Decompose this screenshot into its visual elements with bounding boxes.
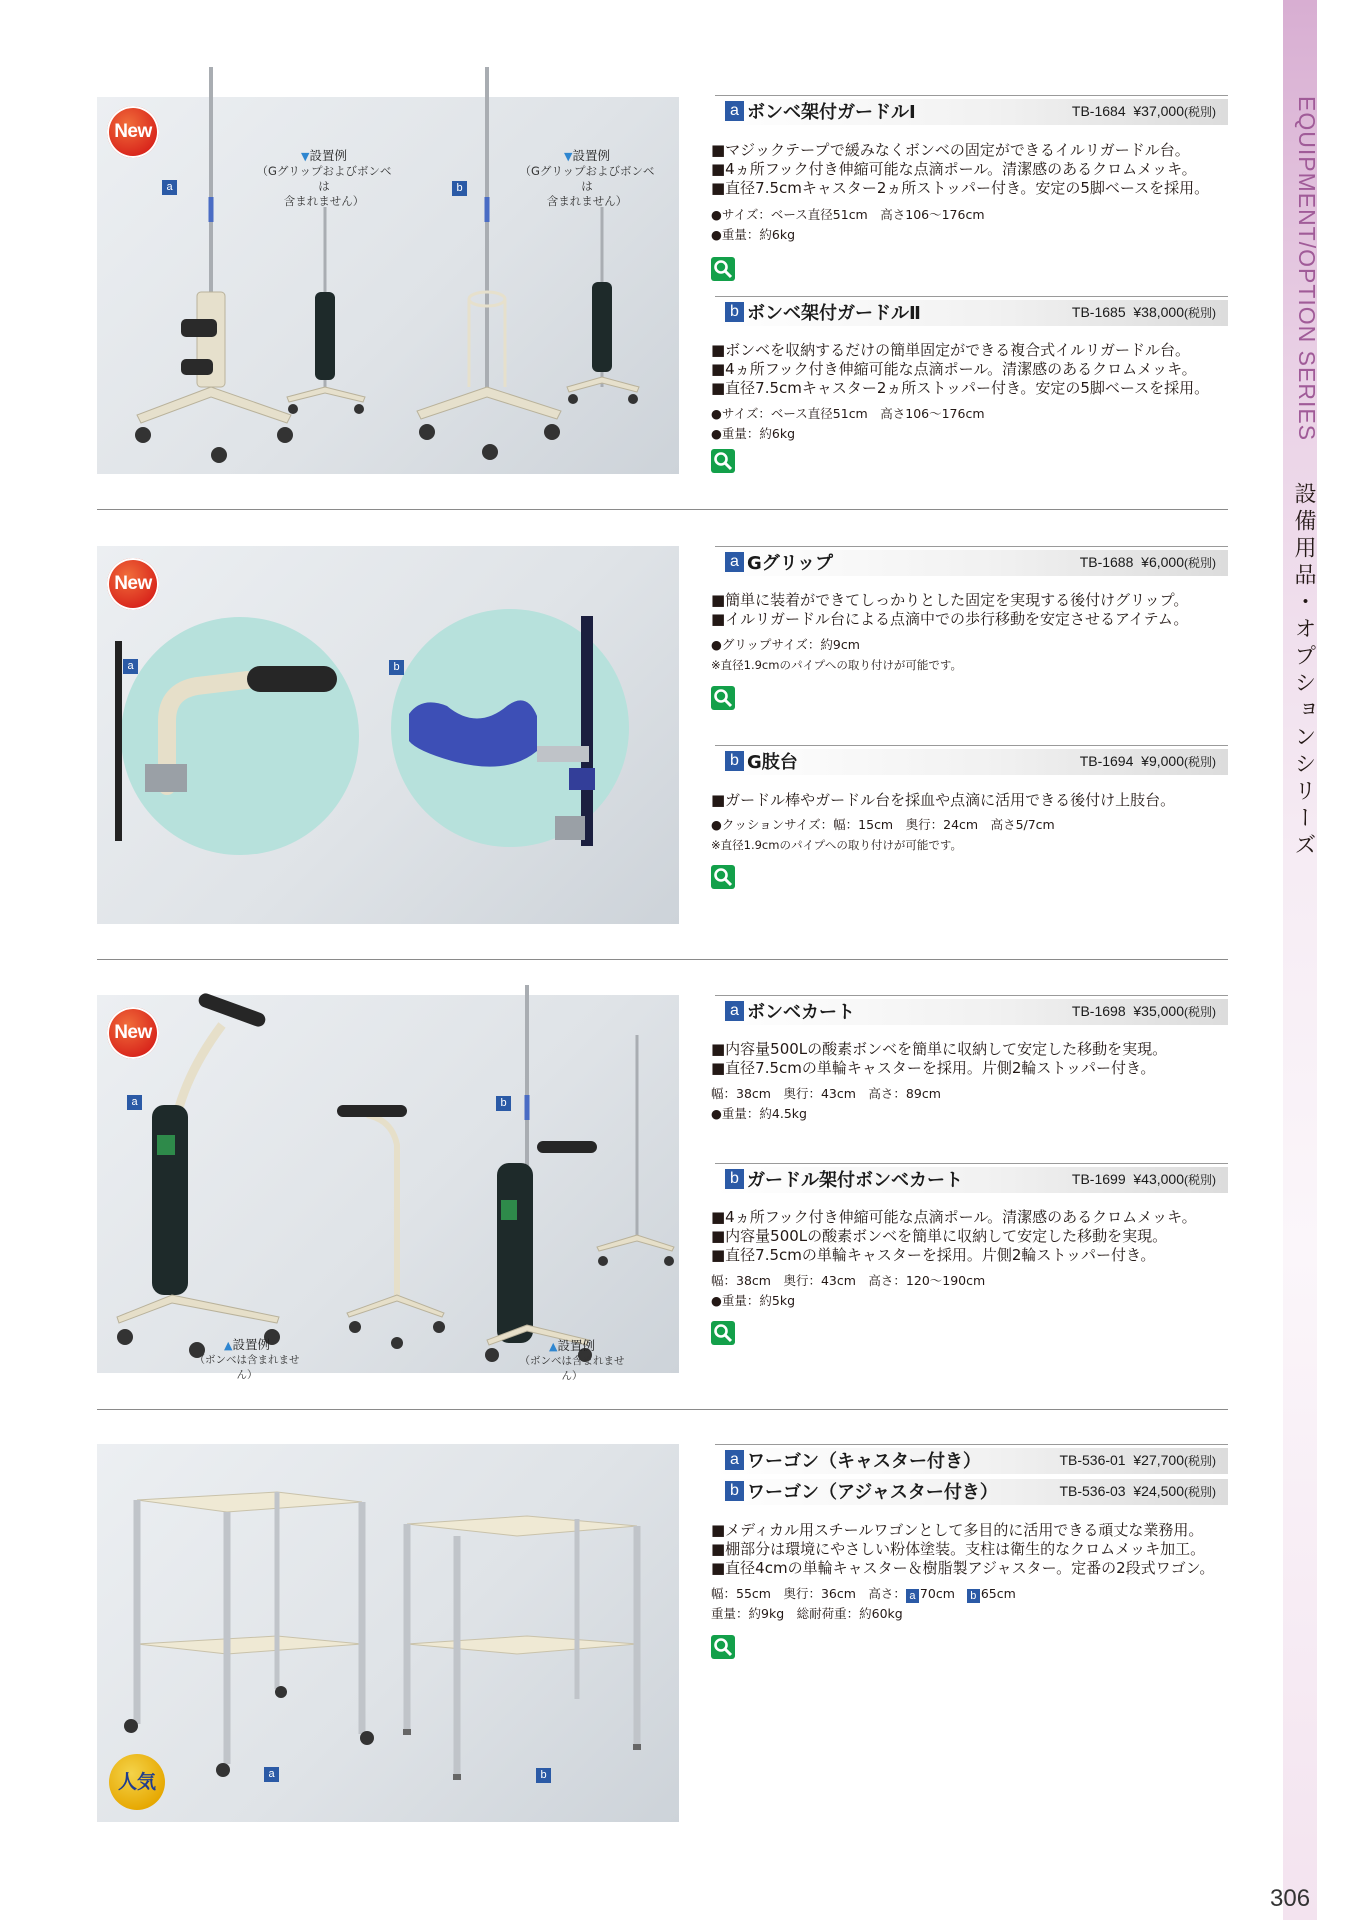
product-header-tb1694: b G肢台 TB-1694 ¥9,000(税別) (715, 745, 1228, 775)
search-magnifier-icon[interactable] (711, 449, 735, 473)
label-a: a (127, 1095, 142, 1110)
product-name: ワーゴン（アジャスター付き） (747, 1482, 998, 1503)
popular-badge: 人気 (109, 1754, 165, 1810)
section-divider (97, 959, 1228, 960)
product-code-price: TB-536-03 ¥24,500(税別) (1059, 1483, 1216, 1499)
product-spec: 幅：38cm 奥行：43cm 高さ：89cm ●重量：約4.5kg (711, 1086, 941, 1121)
search-magnifier-icon[interactable] (711, 257, 735, 281)
photo-g-grip (97, 546, 679, 924)
product-description: ■4ヵ所フック付き伸縮可能な点滴ポール。清潔感のあるクロムメッキ。 ■内容量500Lの酸素ボンベを簡単に収納して安定した移動を実現。 ■直径7.5cmの単輪キャスターを採用。片側2輪ストッパー付き。 (711, 1208, 1197, 1264)
series-title-jp: 設備用品・オプションシリーズ (1291, 482, 1316, 860)
photo-bombe-cart (97, 995, 679, 1382)
product-name: ボンベ架付ガードルⅠ (747, 102, 916, 123)
product-spec: ●サイズ：ベース直径51cm 高さ106〜176cm ●重量：約6kg (711, 406, 985, 441)
example-note-a: ▼設置例 （Gグリップおよびボンベは 含まれません） (256, 148, 392, 208)
label-b: b (496, 1096, 511, 1111)
new-badge: New (107, 106, 159, 158)
product-name: ボンベ架付ガードルⅡ (747, 303, 921, 324)
search-magnifier-icon[interactable] (711, 1321, 735, 1345)
product-name: ガードル架付ボンベカート (747, 1170, 963, 1191)
photo-bombe-gardle (97, 97, 679, 474)
product-code-price: TB-1699 ¥43,000(税別) (1071, 1171, 1216, 1187)
product-description: ■マジックテープで緩みなくボンベの固定ができるイルリガードル台。 ■4ヵ所フック付き伸縮可能な点滴ポール。清潔感のあるクロムメッキ。 ■直径7.5cmキャスター2ヵ所ストッパー付き。安定の5脚ベースを採用。 (711, 141, 1210, 197)
product-header-tb1688: a Gグリップ TB-1688 ¥6,000(税別) (715, 546, 1228, 576)
product-header-tb536-01: a ワーゴン（キャスター付き） TB-536-01 ¥27,700(税別) (715, 1444, 1228, 1474)
product-name: Gグリップ (747, 553, 834, 574)
product-description: ■メディカル用スチールワゴンとして多目的に活用できる頑丈な業務用。 ■棚部分は環境にやさしい粉体塗装。支柱は衛生的なクロムメッキ加工。 ■直径4cmの単輪キャスター＆樹脂製アジャスター。定番の2段式ワゴン。 (711, 1521, 1215, 1577)
product-name: ボンベカート (747, 1002, 855, 1023)
product-description: ■ボンベを収納するだけの簡単固定ができる複合式イルリガードル台。 ■4ヵ所フック付き伸縮可能な点滴ポール。清潔感のあるクロムメッキ。 ■直径7.5cmキャスター2ヵ所ストッパー付き。安定の5脚ベースを採用。 (711, 341, 1210, 397)
search-magnifier-icon[interactable] (711, 686, 735, 710)
triangle-up-icon: ▲ (224, 1339, 233, 1352)
product-spec: 幅：55cm 奥行：36cm 高さ： a 70cm b 65cm 重量：約9kg 総耐荷重：約60kg (711, 1586, 1016, 1621)
wagon-illustration (97, 1444, 679, 1822)
product-name: ワーゴン（キャスター付き） (747, 1451, 981, 1472)
triangle-down-icon: ▼ (301, 150, 310, 163)
series-title-en: EQUIPMENT/OPTION SERIES (1294, 96, 1320, 442)
product-header-tb1684: a ボンベ架付ガードルⅠ TB-1684 ¥37,000(税別) (715, 95, 1228, 125)
label-b: b (389, 660, 404, 675)
product-header-tb1685: b ボンベ架付ガードルⅡ TB-1685 ¥38,000(税別) (715, 296, 1228, 326)
product-spec: 幅：38cm 奥行：43cm 高さ：120〜190cm ●重量：約5kg (711, 1273, 986, 1308)
product-code-price: TB-1684 ¥37,000(税別) (1071, 103, 1216, 119)
product-code-price: TB-1685 ¥38,000(税別) (1071, 304, 1216, 320)
label-a: a (162, 180, 177, 195)
label-b: b (536, 1768, 551, 1783)
label-a: a (123, 659, 138, 674)
example-note-b: ▲設置例 （ボンベは含まれません） (519, 1338, 625, 1382)
product-spec: ●グリップサイズ：約9cm ※直径1.9cmのパイプへの取り付けが可能です。 (711, 637, 962, 672)
product-description: ■内容量500Lの酸素ボンベを簡単に収納して安定した移動を実現。 ■直径7.5cmの単輪キャスターを採用。片側2輪ストッパー付き。 (711, 1040, 1168, 1077)
product-code-price: TB-1698 ¥35,000(税別) (1071, 1003, 1216, 1019)
new-badge: New (107, 1007, 159, 1059)
new-badge: New (107, 558, 159, 610)
product-code-price: TB-536-01 ¥27,700(税別) (1059, 1452, 1216, 1468)
label-b: b (452, 181, 467, 196)
product-header-tb536-03: b ワーゴン（アジャスター付き） TB-536-03 ¥24,500(税別) (715, 1477, 1228, 1507)
example-note-b: ▼設置例 （Gグリップおよびボンベは 含まれません） (519, 148, 655, 208)
product-name: G肢台 (747, 752, 798, 773)
product-spec: ●サイズ：ベース直径51cm 高さ106〜176cm ●重量：約6kg (711, 207, 985, 242)
example-note-a: ▲設置例 （ボンベは含まれません） (194, 1337, 300, 1381)
search-magnifier-icon[interactable] (711, 1635, 735, 1659)
triangle-down-icon: ▼ (564, 150, 573, 163)
triangle-up-icon: ▲ (549, 1340, 558, 1353)
product-code-price: TB-1688 ¥6,000(税別) (1079, 554, 1216, 570)
label-a: a (264, 1767, 279, 1782)
grip-illustration (97, 546, 679, 924)
section-divider (97, 509, 1228, 510)
section-divider (97, 1409, 1228, 1410)
product-code-price: TB-1694 ¥9,000(税別) (1079, 753, 1216, 769)
product-spec: ●クッションサイズ：幅：15cm 奥行：24cm 高さ5/7cm ※直径1.9cmのパイプへの取り付けが可能です。 (711, 817, 1055, 852)
product-description: ■ガードル棒やガードル台を採血や点滴に活用できる後付け上肢台。 (711, 791, 1176, 809)
page-number: 306 (1270, 1885, 1311, 1912)
search-magnifier-icon[interactable] (711, 865, 735, 889)
product-header-tb1699: b ガードル架付ボンベカート TB-1699 ¥43,000(税別) (715, 1163, 1228, 1193)
photo-wagon (97, 1444, 679, 1822)
product-header-tb1698: a ボンベカート TB-1698 ¥35,000(税別) (715, 995, 1228, 1025)
product-description: ■簡単に装着ができてしっかりとした固定を実現する後付けグリップ。 ■イルリガードル台による点滴中での歩行移動を安定させるアイテム。 (711, 591, 1189, 628)
cart-illustration (97, 995, 679, 1373)
